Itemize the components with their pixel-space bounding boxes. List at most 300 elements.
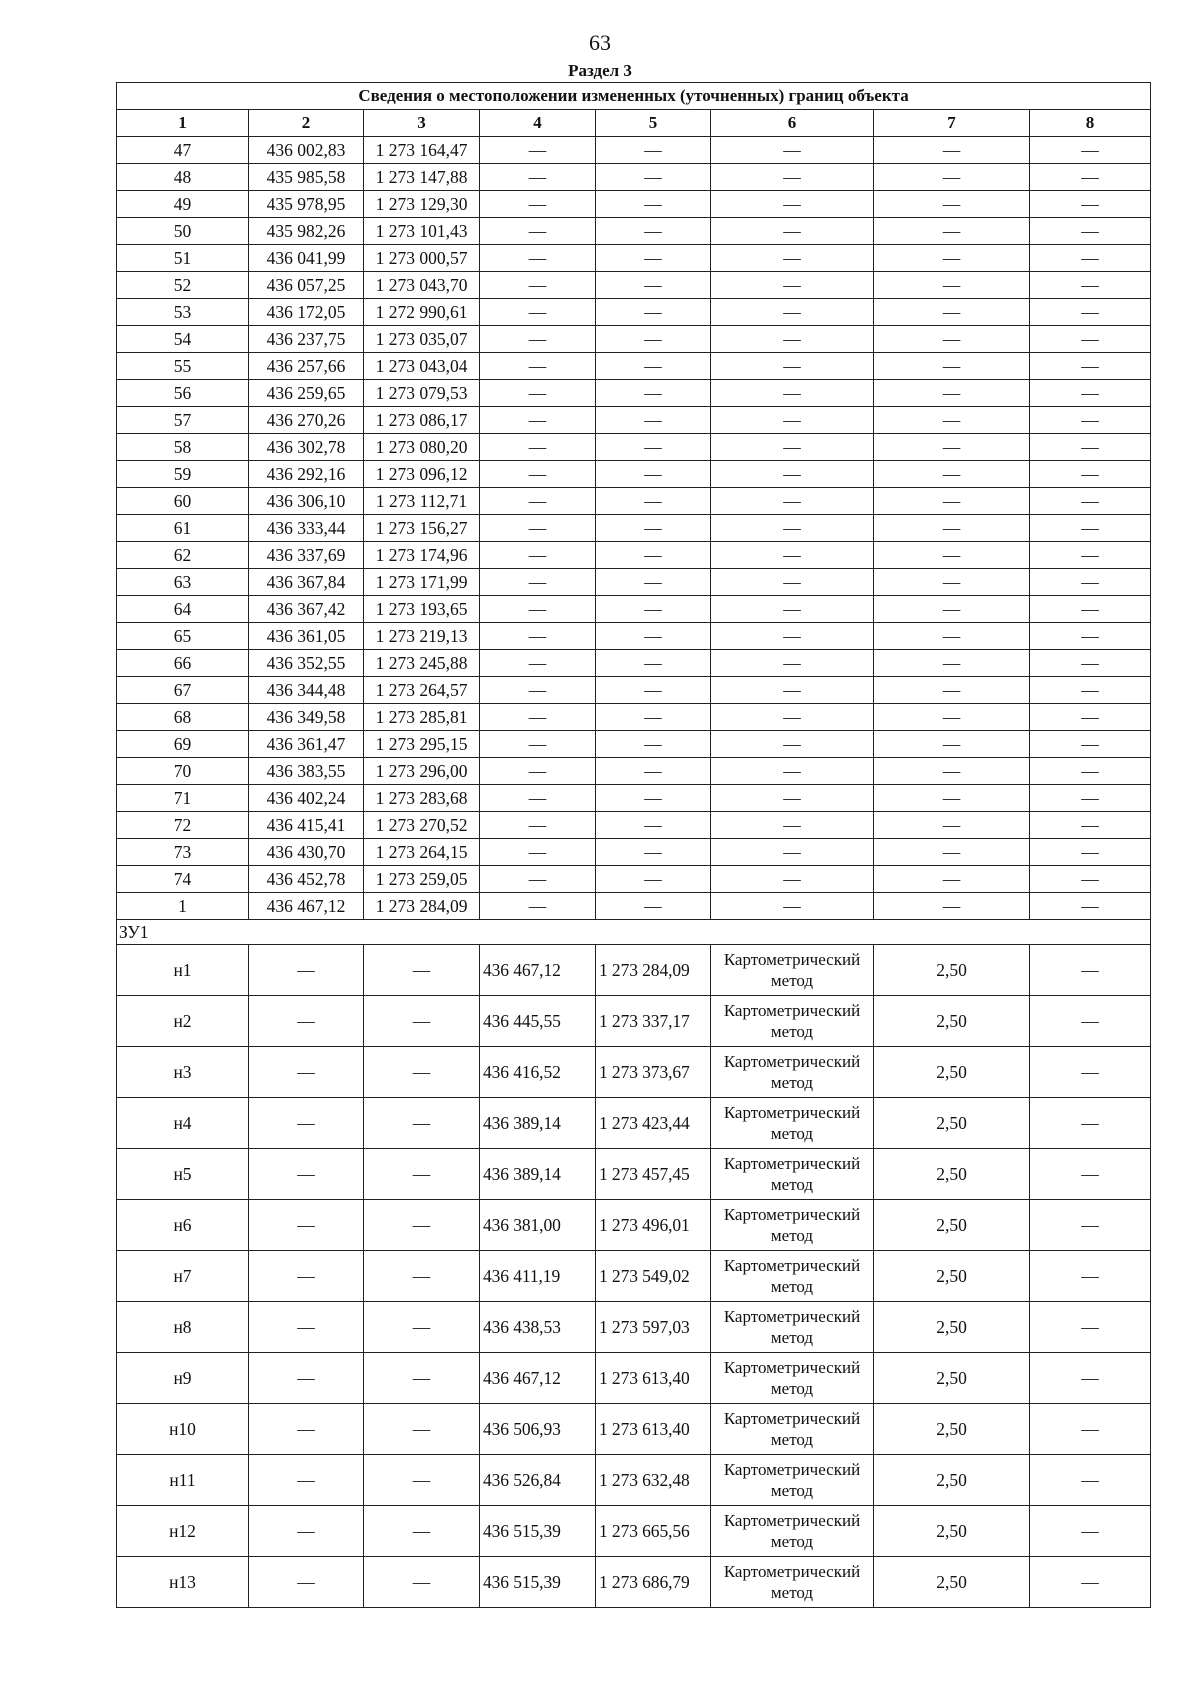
dash-cell: — bbox=[711, 272, 874, 299]
dash-cell: — bbox=[1030, 812, 1151, 839]
point-number: 54 bbox=[117, 326, 249, 353]
dash-cell: — bbox=[596, 461, 711, 488]
dash-cell: — bbox=[711, 542, 874, 569]
dash-cell: — bbox=[874, 353, 1030, 380]
coordinate-x: 436 389,14 bbox=[480, 1098, 596, 1149]
coordinate-x: 436 257,66 bbox=[249, 353, 364, 380]
coordinate-y: 1 273 270,52 bbox=[364, 812, 480, 839]
coordinate-x: 436 526,84 bbox=[480, 1455, 596, 1506]
dash-cell: — bbox=[711, 353, 874, 380]
coordinate-y: 1 273 164,47 bbox=[364, 137, 480, 164]
dash-cell: — bbox=[1030, 1557, 1151, 1608]
dash-cell: — bbox=[249, 1353, 364, 1404]
dash-cell: — bbox=[596, 272, 711, 299]
coordinate-y: 1 273 129,30 bbox=[364, 191, 480, 218]
table-row bbox=[117, 839, 1151, 866]
coordinate-y: 1 273 259,05 bbox=[364, 866, 480, 893]
dash-cell: — bbox=[480, 461, 596, 488]
dash-cell: — bbox=[711, 569, 874, 596]
dash-cell: — bbox=[874, 650, 1030, 677]
dash-cell: — bbox=[364, 945, 480, 996]
dash-cell: — bbox=[711, 731, 874, 758]
table-row bbox=[117, 1557, 1151, 1608]
point-number: 60 bbox=[117, 488, 249, 515]
column-header: 7 bbox=[874, 110, 1030, 137]
table-row bbox=[117, 945, 1151, 996]
dash-cell: — bbox=[1030, 785, 1151, 812]
point-number: 71 bbox=[117, 785, 249, 812]
dash-cell: — bbox=[711, 434, 874, 461]
coordinate-y: 1 273 264,57 bbox=[364, 677, 480, 704]
dash-cell: — bbox=[874, 434, 1030, 461]
dash-cell: — bbox=[711, 191, 874, 218]
point-number: 61 bbox=[117, 515, 249, 542]
table-row bbox=[117, 272, 1151, 299]
dash-cell: — bbox=[596, 299, 711, 326]
table-row bbox=[117, 704, 1151, 731]
dash-cell: — bbox=[1030, 569, 1151, 596]
coordinate-y: 1 273 174,96 bbox=[364, 542, 480, 569]
table-row bbox=[117, 245, 1151, 272]
dash-cell: — bbox=[596, 164, 711, 191]
dash-cell: — bbox=[874, 407, 1030, 434]
dash-cell: — bbox=[480, 704, 596, 731]
dash-cell: — bbox=[249, 1557, 364, 1608]
dash-cell: — bbox=[480, 299, 596, 326]
coordinate-y: 1 273 193,65 bbox=[364, 596, 480, 623]
dash-cell: — bbox=[596, 326, 711, 353]
dash-cell: — bbox=[596, 650, 711, 677]
column-header: 4 bbox=[480, 110, 596, 137]
dash-cell: — bbox=[711, 299, 874, 326]
point-number: н3 bbox=[117, 1047, 249, 1098]
dash-cell: — bbox=[711, 677, 874, 704]
column-header: 2 bbox=[249, 110, 364, 137]
method-cell: Картометрический метод bbox=[711, 1251, 874, 1302]
point-number: н2 bbox=[117, 996, 249, 1047]
coordinate-y: 1 273 597,03 bbox=[596, 1302, 711, 1353]
dash-cell: — bbox=[1030, 299, 1151, 326]
dash-cell: — bbox=[1030, 1200, 1151, 1251]
coordinate-x: 436 306,10 bbox=[249, 488, 364, 515]
dash-cell: — bbox=[596, 893, 711, 920]
dash-cell: — bbox=[874, 515, 1030, 542]
method-cell: Картометрический метод bbox=[711, 996, 874, 1047]
coordinate-y: 1 273 285,81 bbox=[364, 704, 480, 731]
table-row bbox=[117, 731, 1151, 758]
coordinate-y: 1 273 035,07 bbox=[364, 326, 480, 353]
dash-cell: — bbox=[711, 893, 874, 920]
dash-cell: — bbox=[711, 839, 874, 866]
coordinate-y: 1 273 096,12 bbox=[364, 461, 480, 488]
coordinate-y: 1 273 423,44 bbox=[596, 1098, 711, 1149]
dash-cell: — bbox=[1030, 1455, 1151, 1506]
dash-cell: — bbox=[1030, 1506, 1151, 1557]
table-row bbox=[117, 1302, 1151, 1353]
point-number: 64 bbox=[117, 596, 249, 623]
accuracy-cell: 2,50 bbox=[874, 1353, 1030, 1404]
coordinate-x: 436 430,70 bbox=[249, 839, 364, 866]
column-number-row bbox=[117, 110, 1151, 137]
point-number: 66 bbox=[117, 650, 249, 677]
dash-cell: — bbox=[364, 1047, 480, 1098]
boundary-coordinates-table bbox=[116, 82, 1151, 1608]
dash-cell: — bbox=[1030, 461, 1151, 488]
table-row bbox=[117, 1251, 1151, 1302]
dash-cell: — bbox=[480, 191, 596, 218]
coordinate-y: 1 273 496,01 bbox=[596, 1200, 711, 1251]
dash-cell: — bbox=[711, 380, 874, 407]
table-row bbox=[117, 1506, 1151, 1557]
point-number: н5 bbox=[117, 1149, 249, 1200]
dash-cell: — bbox=[874, 704, 1030, 731]
dash-cell: — bbox=[1030, 164, 1151, 191]
point-number: 72 bbox=[117, 812, 249, 839]
point-number: н10 bbox=[117, 1404, 249, 1455]
table-row bbox=[117, 650, 1151, 677]
dash-cell: — bbox=[711, 866, 874, 893]
dash-cell: — bbox=[249, 1251, 364, 1302]
point-number: 51 bbox=[117, 245, 249, 272]
point-number: н7 bbox=[117, 1251, 249, 1302]
table-caption: Сведения о местоположении измененных (уточненных) границ объекта bbox=[117, 83, 1151, 110]
page-number: 63 bbox=[589, 30, 611, 55]
dash-cell: — bbox=[480, 353, 596, 380]
dash-cell: — bbox=[711, 785, 874, 812]
dash-cell: — bbox=[1030, 945, 1151, 996]
dash-cell: — bbox=[1030, 380, 1151, 407]
dash-cell: — bbox=[480, 731, 596, 758]
dash-cell: — bbox=[480, 407, 596, 434]
coordinate-y: 1 273 043,70 bbox=[364, 272, 480, 299]
dash-cell: — bbox=[1030, 839, 1151, 866]
dash-cell: — bbox=[1030, 272, 1151, 299]
dash-cell: — bbox=[596, 245, 711, 272]
coordinate-x: 436 367,84 bbox=[249, 569, 364, 596]
dash-cell: — bbox=[711, 515, 874, 542]
dash-cell: — bbox=[711, 650, 874, 677]
method-cell: Картометрический метод bbox=[711, 945, 874, 996]
dash-cell: — bbox=[249, 1506, 364, 1557]
point-number: н1 bbox=[117, 945, 249, 996]
dash-cell: — bbox=[1030, 245, 1151, 272]
accuracy-cell: 2,50 bbox=[874, 1557, 1030, 1608]
dash-cell: — bbox=[596, 434, 711, 461]
dash-cell: — bbox=[1030, 488, 1151, 515]
table-row bbox=[117, 596, 1151, 623]
dash-cell: — bbox=[596, 191, 711, 218]
dash-cell: — bbox=[364, 1302, 480, 1353]
dash-cell: — bbox=[364, 1200, 480, 1251]
coordinate-x: 436 381,00 bbox=[480, 1200, 596, 1251]
accuracy-cell: 2,50 bbox=[874, 1251, 1030, 1302]
dash-cell: — bbox=[1030, 542, 1151, 569]
dash-cell: — bbox=[249, 996, 364, 1047]
coordinate-x: 436 349,58 bbox=[249, 704, 364, 731]
dash-cell: — bbox=[1030, 704, 1151, 731]
dash-cell: — bbox=[480, 488, 596, 515]
point-number: 53 bbox=[117, 299, 249, 326]
column-header: 3 bbox=[364, 110, 480, 137]
dash-cell: — bbox=[1030, 623, 1151, 650]
point-number: 68 bbox=[117, 704, 249, 731]
dash-cell: — bbox=[364, 1251, 480, 1302]
table-row bbox=[117, 434, 1151, 461]
table-row bbox=[117, 996, 1151, 1047]
coordinate-y: 1 273 245,88 bbox=[364, 650, 480, 677]
dash-cell: — bbox=[1030, 996, 1151, 1047]
dash-cell: — bbox=[1030, 1251, 1151, 1302]
point-number: 56 bbox=[117, 380, 249, 407]
dash-cell: — bbox=[1030, 1149, 1151, 1200]
dash-cell: — bbox=[480, 515, 596, 542]
table-row bbox=[117, 137, 1151, 164]
dash-cell: — bbox=[596, 353, 711, 380]
table-row bbox=[117, 866, 1151, 893]
dash-cell: — bbox=[1030, 407, 1151, 434]
table-row bbox=[117, 407, 1151, 434]
dash-cell: — bbox=[480, 434, 596, 461]
method-cell: Картометрический метод bbox=[711, 1098, 874, 1149]
dash-cell: — bbox=[1030, 434, 1151, 461]
method-cell: Картометрический метод bbox=[711, 1149, 874, 1200]
dash-cell: — bbox=[711, 407, 874, 434]
dash-cell: — bbox=[480, 839, 596, 866]
coordinate-x: 436 002,83 bbox=[249, 137, 364, 164]
dash-cell: — bbox=[249, 1404, 364, 1455]
point-number: н13 bbox=[117, 1557, 249, 1608]
dash-cell: — bbox=[364, 1149, 480, 1200]
coordinate-y: 1 273 373,67 bbox=[596, 1047, 711, 1098]
dash-cell: — bbox=[874, 326, 1030, 353]
dash-cell: — bbox=[874, 137, 1030, 164]
method-cell: Картометрический метод bbox=[711, 1353, 874, 1404]
table-row bbox=[117, 1455, 1151, 1506]
method-cell: Картометрический метод bbox=[711, 1200, 874, 1251]
coordinate-y: 1 273 457,45 bbox=[596, 1149, 711, 1200]
coordinate-x: 436 333,44 bbox=[249, 515, 364, 542]
table-row bbox=[117, 812, 1151, 839]
coordinate-y: 1 273 284,09 bbox=[596, 945, 711, 996]
point-number: 63 bbox=[117, 569, 249, 596]
coordinate-x: 435 985,58 bbox=[249, 164, 364, 191]
coordinate-x: 436 352,55 bbox=[249, 650, 364, 677]
dash-cell: — bbox=[596, 596, 711, 623]
dash-cell: — bbox=[874, 785, 1030, 812]
coordinate-x: 436 515,39 bbox=[480, 1557, 596, 1608]
dash-cell: — bbox=[596, 758, 711, 785]
dash-cell: — bbox=[596, 785, 711, 812]
dash-cell: — bbox=[480, 137, 596, 164]
dash-cell: — bbox=[480, 650, 596, 677]
coordinate-y: 1 273 613,40 bbox=[596, 1353, 711, 1404]
coordinate-y: 1 273 171,99 bbox=[364, 569, 480, 596]
accuracy-cell: 2,50 bbox=[874, 996, 1030, 1047]
coordinate-x: 436 515,39 bbox=[480, 1506, 596, 1557]
point-number: 50 bbox=[117, 218, 249, 245]
dash-cell: — bbox=[596, 569, 711, 596]
dash-cell: — bbox=[711, 623, 874, 650]
dash-cell: — bbox=[596, 407, 711, 434]
coordinate-x: 436 389,14 bbox=[480, 1149, 596, 1200]
table-row bbox=[117, 164, 1151, 191]
point-number: 47 bbox=[117, 137, 249, 164]
dash-cell: — bbox=[874, 191, 1030, 218]
dash-cell: — bbox=[874, 758, 1030, 785]
coordinate-y: 1 273 147,88 bbox=[364, 164, 480, 191]
point-number: 59 bbox=[117, 461, 249, 488]
coordinate-x: 436 415,41 bbox=[249, 812, 364, 839]
coordinate-y: 1 273 264,15 bbox=[364, 839, 480, 866]
coordinate-y: 1 273 080,20 bbox=[364, 434, 480, 461]
dash-cell: — bbox=[480, 866, 596, 893]
dash-cell: — bbox=[1030, 191, 1151, 218]
dash-cell: — bbox=[711, 218, 874, 245]
coordinate-y: 1 273 337,17 bbox=[596, 996, 711, 1047]
accuracy-cell: 2,50 bbox=[874, 1200, 1030, 1251]
accuracy-cell: 2,50 bbox=[874, 1047, 1030, 1098]
coordinate-x: 436 302,78 bbox=[249, 434, 364, 461]
table-row bbox=[117, 299, 1151, 326]
coordinate-x: 436 361,05 bbox=[249, 623, 364, 650]
point-number: 65 bbox=[117, 623, 249, 650]
coordinate-y: 1 273 101,43 bbox=[364, 218, 480, 245]
dash-cell: — bbox=[1030, 515, 1151, 542]
table-row bbox=[117, 218, 1151, 245]
point-number: н6 bbox=[117, 1200, 249, 1251]
table-row bbox=[117, 1404, 1151, 1455]
dash-cell: — bbox=[874, 677, 1030, 704]
dash-cell: — bbox=[596, 137, 711, 164]
method-cell: Картометрический метод bbox=[711, 1506, 874, 1557]
point-number: 55 bbox=[117, 353, 249, 380]
dash-cell: — bbox=[874, 866, 1030, 893]
dash-cell: — bbox=[596, 731, 711, 758]
dash-cell: — bbox=[480, 542, 596, 569]
dash-cell: — bbox=[711, 461, 874, 488]
coordinate-y: 1 273 632,48 bbox=[596, 1455, 711, 1506]
dash-cell: — bbox=[1030, 758, 1151, 785]
dash-cell: — bbox=[1030, 218, 1151, 245]
dash-cell: — bbox=[711, 245, 874, 272]
dash-cell: — bbox=[874, 542, 1030, 569]
dash-cell: — bbox=[480, 893, 596, 920]
section-title: Раздел 3 bbox=[568, 61, 632, 80]
coordinate-x: 436 467,12 bbox=[480, 945, 596, 996]
dash-cell: — bbox=[596, 677, 711, 704]
point-number: 58 bbox=[117, 434, 249, 461]
dash-cell: — bbox=[1030, 650, 1151, 677]
dash-cell: — bbox=[596, 623, 711, 650]
coordinate-x: 436 438,53 bbox=[480, 1302, 596, 1353]
table-row bbox=[117, 461, 1151, 488]
coordinate-y: 1 272 990,61 bbox=[364, 299, 480, 326]
dash-cell: — bbox=[249, 1149, 364, 1200]
column-header: 1 bbox=[117, 110, 249, 137]
dash-cell: — bbox=[249, 945, 364, 996]
point-number: 49 bbox=[117, 191, 249, 218]
point-number: н8 bbox=[117, 1302, 249, 1353]
column-header: 5 bbox=[596, 110, 711, 137]
table-row bbox=[117, 353, 1151, 380]
dash-cell: — bbox=[596, 542, 711, 569]
point-number: 52 bbox=[117, 272, 249, 299]
table-caption-row bbox=[117, 83, 1151, 110]
point-number: н9 bbox=[117, 1353, 249, 1404]
dash-cell: — bbox=[874, 299, 1030, 326]
dash-cell: — bbox=[711, 326, 874, 353]
dash-cell: — bbox=[480, 272, 596, 299]
dash-cell: — bbox=[874, 596, 1030, 623]
dash-cell: — bbox=[249, 1047, 364, 1098]
dash-cell: — bbox=[596, 488, 711, 515]
coordinate-x: 435 982,26 bbox=[249, 218, 364, 245]
accuracy-cell: 2,50 bbox=[874, 1149, 1030, 1200]
accuracy-cell: 2,50 bbox=[874, 1455, 1030, 1506]
dash-cell: — bbox=[480, 164, 596, 191]
coordinate-y: 1 273 086,17 bbox=[364, 407, 480, 434]
dash-cell: — bbox=[1030, 866, 1151, 893]
method-cell: Картометрический метод bbox=[711, 1047, 874, 1098]
table-row bbox=[117, 326, 1151, 353]
dash-cell: — bbox=[1030, 353, 1151, 380]
coordinate-y: 1 273 686,79 bbox=[596, 1557, 711, 1608]
coordinate-y: 1 273 079,53 bbox=[364, 380, 480, 407]
dash-cell: — bbox=[874, 488, 1030, 515]
point-number: 62 bbox=[117, 542, 249, 569]
coordinate-x: 436 402,24 bbox=[249, 785, 364, 812]
dash-cell: — bbox=[480, 812, 596, 839]
accuracy-cell: 2,50 bbox=[874, 1506, 1030, 1557]
dash-cell: — bbox=[1030, 596, 1151, 623]
coordinate-x: 436 270,26 bbox=[249, 407, 364, 434]
coordinate-y: 1 273 295,15 bbox=[364, 731, 480, 758]
table-row bbox=[117, 515, 1151, 542]
dash-cell: — bbox=[596, 515, 711, 542]
dash-cell: — bbox=[874, 380, 1030, 407]
coordinate-y: 1 273 000,57 bbox=[364, 245, 480, 272]
coordinate-x: 435 978,95 bbox=[249, 191, 364, 218]
dash-cell: — bbox=[874, 245, 1030, 272]
point-number: 74 bbox=[117, 866, 249, 893]
dash-cell: — bbox=[874, 272, 1030, 299]
table-row bbox=[117, 677, 1151, 704]
dash-cell: — bbox=[596, 812, 711, 839]
dash-cell: — bbox=[874, 623, 1030, 650]
dash-cell: — bbox=[480, 596, 596, 623]
dash-cell: — bbox=[364, 1557, 480, 1608]
dash-cell: — bbox=[480, 785, 596, 812]
accuracy-cell: 2,50 bbox=[874, 1098, 1030, 1149]
method-cell: Картометрический метод bbox=[711, 1455, 874, 1506]
dash-cell: — bbox=[364, 1455, 480, 1506]
dash-cell: — bbox=[249, 1455, 364, 1506]
dash-cell: — bbox=[1030, 1404, 1151, 1455]
coordinate-x: 436 292,16 bbox=[249, 461, 364, 488]
dash-cell: — bbox=[249, 1302, 364, 1353]
dash-cell: — bbox=[711, 137, 874, 164]
dash-cell: — bbox=[596, 380, 711, 407]
dash-cell: — bbox=[1030, 1302, 1151, 1353]
table-row bbox=[117, 380, 1151, 407]
dash-cell: — bbox=[1030, 137, 1151, 164]
method-cell: Картометрический метод bbox=[711, 1302, 874, 1353]
accuracy-cell: 2,50 bbox=[874, 945, 1030, 996]
coordinate-x: 436 367,42 bbox=[249, 596, 364, 623]
table-row bbox=[117, 1149, 1151, 1200]
dash-cell: — bbox=[1030, 893, 1151, 920]
coordinate-x: 436 172,05 bbox=[249, 299, 364, 326]
